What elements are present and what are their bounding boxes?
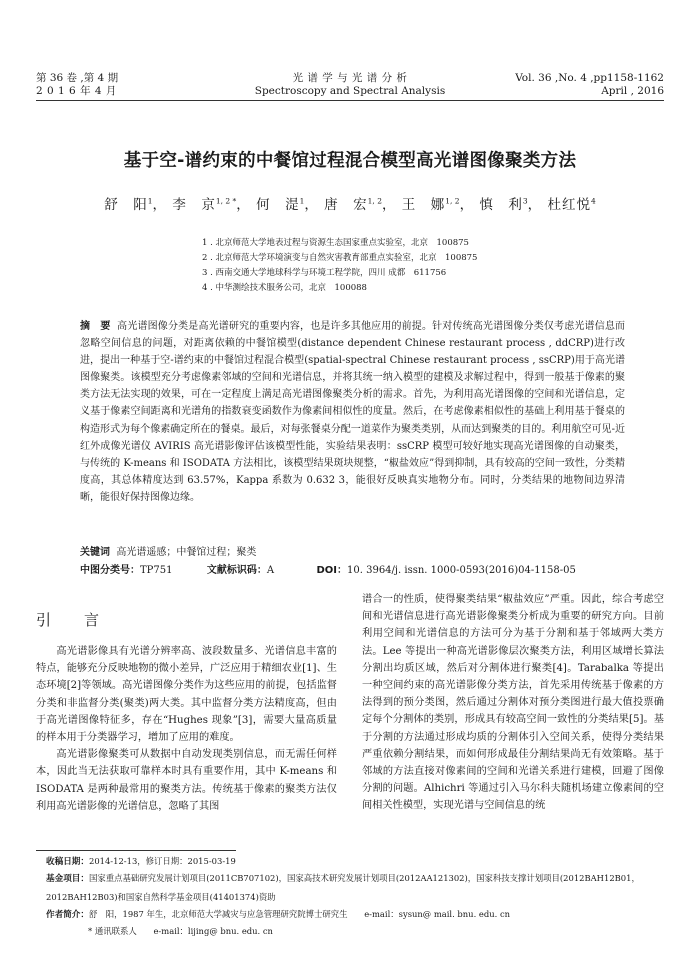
paragraph: 谱合一的性质，使得聚类结果“椒盐效应”严重。因此，综合考虑空间和光谱信息进行高光谱影像聚类分析成为重要的研究方向。目前利用空间和光谱信息的方法可分为基于分割和基于邻域两大类方法。Lee 等提出一种高光谱影像层次聚类方法，利用区域增长算法分割出均质区域，然后对分割体进行聚类[4]。Tarabalka 等提出一种空间约束的高光谱影像分类方法，首先采用传统基于像素的方法得到的预分类图，然后通过分割体对预分类图进行最大值投票确定每个分割体的类别，形成具有较高空间一致性的分类结果[5]。基于分割的方法通过形成均质的分割体引入空间关系，使得分类结果严重依赖分割结果，而如何形成最佳分割结果尚无有效策略。基于邻域的方法直接对像素间的空间和光谱关系进行建模，回避了图像分割的问题。Alhichri 等通过引入马尔科夫随机场建立像素间的空间相关性模型，实现光谱与空间信息的统 [362, 594, 664, 812]
doc-code-value: A [266, 565, 275, 576]
author: 唐 宏 [324, 197, 368, 213]
footnote-corresponding: * 通讯联系人 e-mail：lijing@ bnu. edu. cn [88, 926, 273, 936]
header-rule [36, 100, 664, 101]
right-column [362, 591, 664, 815]
affiliation: 3 . 西南交通大学地球科学与环境工程学院，四川 成都 611756 [202, 268, 447, 278]
doc-code-label: 文献标识码： [206, 565, 267, 576]
keywords-text: 高光谱遥感；中餐馆过程；聚类 [116, 547, 257, 558]
abstract-label: 摘 要 [80, 321, 111, 332]
footnote-rule [36, 850, 236, 851]
volume-issue-en: Vol. 36 ,No. 4 ,pp1158-1162 [515, 72, 664, 84]
paper-title: 基于空-谱约束的中餐馆过程混合模型高光谱图像聚类方法 [123, 151, 577, 171]
volume-issue-cn: 第 36 卷 ,第 4 期 [36, 72, 119, 84]
received-label: 收稿日期： [46, 857, 89, 867]
date-en: April , 2016 [601, 85, 664, 97]
doi-label: DOI： [316, 565, 348, 576]
author-affiliation-mark: 1, 2 * [215, 196, 237, 206]
abstract [80, 318, 625, 506]
author: 何 湜 [256, 197, 300, 213]
author: 李 京 [172, 197, 216, 213]
received-text: 2014-12-13，修订日期：2015-03-19 [88, 856, 236, 866]
footnote-bio [46, 906, 674, 925]
journal-name-cn: 光 谱 学 与 光 谱 分 析 [292, 72, 408, 84]
author-affiliation-mark: 1, 2 [367, 196, 382, 206]
keywords-label: 关键词 [80, 547, 110, 558]
classification-line [80, 561, 576, 576]
author: 王 娜 [401, 197, 446, 213]
footnote-received [46, 853, 674, 872]
bio-label: 作者简介： [46, 910, 89, 920]
author: 慎 利 [479, 197, 523, 213]
author-list: 舒 阳$^1$， 李 京$^{1, 2 *}$， 何 湜$^1$， 唐 宏$^{1, 2}$， 王 娜$^{1, 2}$， 慎 利$^3$， 杜红悦$^4$ [104, 196, 596, 213]
cls-value: TP751 [140, 565, 173, 576]
cls-label: 中图分类号： [80, 565, 140, 576]
author: 杜红悦 [547, 197, 591, 213]
keywords [80, 543, 256, 558]
author-affiliation-mark: 4 [590, 196, 596, 206]
doi-value: 10. 3964/j. issn. 1000-0593(2016)04-1158-05 [347, 565, 576, 576]
date-cn: 2 0 1 6 年 4 月 [36, 85, 117, 97]
paragraph: 高光谱影像聚类可从数据中自动发现类别信息，而无需任何样本，因此当无法获取可靠样本时具有重要作用，其中 K-means 和 ISODATA 是两种最常用的聚类方法。传统基于像素的聚类方法仅利用高光谱影像的光谱信息，忽略了其图 [36, 749, 337, 812]
author-affiliation-mark: 3 [522, 196, 528, 206]
section-title: 引 言 [36, 611, 109, 629]
footnote-fund [46, 870, 666, 906]
journal-name-en: Spectroscopy and Spectral Analysis [254, 85, 446, 97]
author: 舒 阳 [104, 197, 148, 213]
paragraph: 高光谱影像具有光谱分辨率高、波段数量多、光谱信息丰富的特点，能够充分反映地物的微小差异，广泛应用于精细农业[1]、生态环境[2]等领域。高光谱图像分类作为这些应用的前提，包括监督分类和非监督分类(聚类)两大类。其中监督分类方法精度高，但由于高光谱图像特征多，存在“Hughes 现象”[3]，需要大量高质量的样本用于分类器学习，增加了应用的难度。 [36, 646, 337, 744]
abstract-text: 高光谱图像分类是高光谱研究的重要内容，也是许多其他应用的前提。针对传统高光谱图像分类仅考虑光谱信息而忽略空间信息的问题，对距离依赖的中餐馆模型(distance dependent Chinese restaurant process , ddCRP)进行改进，提出一种基于空-谱约束的中餐馆过程混合模型(spatial-spectral Chinese restaurant process , ssCRP)用于高光谱图像聚类。该模型充分考虑像素邻域的空间和光谱信息，并将其统一纳入模型的建模及求解过程中，得到一般基于像素的聚类方法无法实现的效果，可在一定程度上满足高光谱图像聚类分析的需求。首先，为利用高光谱图像的空间和光谱信息，定义基于像素空间距离和光谱角的指数衰变函数作为像素间相似性的度量。然后，在考虑像素相似性的基础上利用基于餐桌的构造形式为每个像素确定所在的餐桌。最后，对每张餐桌分配一道菜作为聚类类别，从而达到聚类的目的。利用航空可见-近红外成像光谱仪 AVIRIS 高光谱影像评估该模型性能，实验结果表明：ssCRP 模型可较好地实现高光谱图像的自动聚类，与传统的 K-means 和 ISODATA 方法相比，该模型结果斑块规整，“椒盐效应”得到抑制，具有较高的空间一致性，分类精度高，其总体精度达到 63.57%，Kappa 系数为 0.632 3，能很好反映真实地物分布。同时，分类结果的地物间边界清晰，能很好保持图像边缘。 [80, 321, 626, 503]
affiliation: 4 . 中华测绘技术服务公司，北京 100088 [202, 283, 367, 293]
author-affiliation-mark: 1 [299, 196, 305, 206]
affiliation: 1 . 北京师范大学地表过程与资源生态国家重点实验室，北京 100875 [202, 238, 469, 248]
bio-text: 舒 阳，1987 年生，北京师范大学减灾与应急管理研究院博士研究生 e-mail：sysun@ mail. bnu. edu. cn [88, 909, 511, 919]
fund-label: 基金项目： [46, 874, 89, 884]
author-affiliation-mark: 1, 2 [445, 196, 460, 206]
author-affiliation-mark: 1 [147, 196, 153, 206]
left-column [36, 643, 337, 815]
affiliation: 2 . 北京师范大学环境演变与自然灾害教育部重点实验室，北京 100875 [202, 253, 478, 263]
fund-text: 国家重点基础研究发展计划项目(2011CB707102)，国家高技术研究发展计划项目(2012AA121302)，国家科技支撑计划项目(2012BAH12B01，2012BAH12B03)和国家自然科学基金项目(41401374)资助 [46, 873, 640, 902]
